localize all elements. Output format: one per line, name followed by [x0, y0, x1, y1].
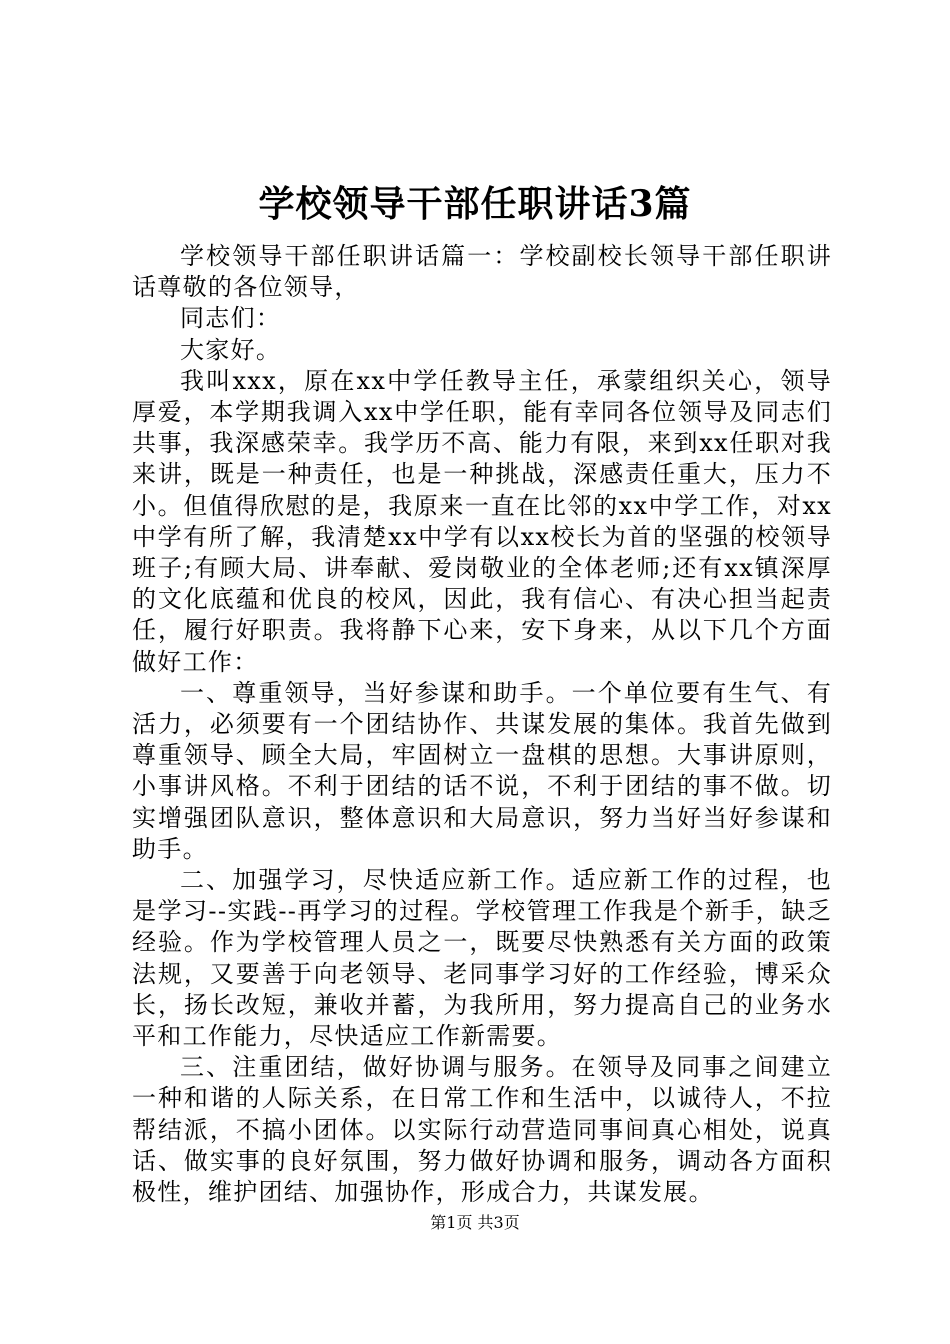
- paragraph-point-three: 三、注重团结，做好协调与服务。在领导及同事之间建立一种和谐的人际关系，在日常工作和生活中，以诚待人，不拉帮结派，不搞小团体。以实际行动营造同事间真心相处，说真话、做实事的良好氛围，努力做好协调和服务，调动各方面积极性，维护团结、加强协作，形成合力，共谋发展。: [132, 1053, 832, 1207]
- document-title: 学校领导干部任职讲话3篇: [258, 183, 692, 225]
- paragraph-intro: 学校领导干部任职讲话篇一：学校副校长领导干部任职讲话尊敬的各位领导，: [132, 242, 832, 302]
- paragraph-point-one: 一、尊重领导，当好参谋和助手。一个单位要有生气、有活力，必须要有一个团结协作、共谋发展的集体。我首先做到尊重领导、顾全大局，牢固树立一盘棋的思想。大事讲原则，小事讲风格。不利于团结的话不说，不利于团结的事不做。切实增强团队意识，整体意识和大局意识，努力当好当好参谋和助手。: [132, 678, 832, 863]
- paragraph-greeting: 大家好。: [180, 335, 282, 364]
- document-body: [132, 241, 832, 1208]
- page-number-footer: 第1页 共3页: [430, 1213, 520, 1232]
- paragraph-point-two: 二、加强学习，尽快适应新工作。适应新工作的过程，也是学习--实践--再学习的过程。学校管理工作我是个新手，缺乏经验。作为学校管理人员之一，既要尽快熟悉有关方面的政策法规，又要善于向老领导、老同事学习好的工作经验，博采众长，扬长改短，兼收并蓄，为我所用，努力提高自己的业务水平和工作能力，尽快适应工作新需要。: [132, 866, 832, 1051]
- paragraph-self-introduction: 我叫xxx，原在xx中学任教导主任，承蒙组织关心，领导厚爱，本学期我调入xx中学任职，能有幸同各位领导及同志们共事，我深感荣幸。我学历不高、能力有限，来到xx任职对我来讲，既是一种责任，也是一种挑战，深感责任重大，压力不小。但值得欣慰的是，我原来一直在比邻的xx中学工作，对xx中学有所了解，我清楚xx中学有以xx校长为首的坚强的校领导班子;有顾大局、讲奉献、爱岗敬业的全体老师;还有xx镇深厚的文化底蕴和优良的校风，因此，我有信心、有决心担当起责任，履行好职责。我将静下心来，安下身来，从以下几个方面做好工作：: [132, 366, 832, 676]
- paragraph-salutation: 同志们：: [180, 304, 282, 333]
